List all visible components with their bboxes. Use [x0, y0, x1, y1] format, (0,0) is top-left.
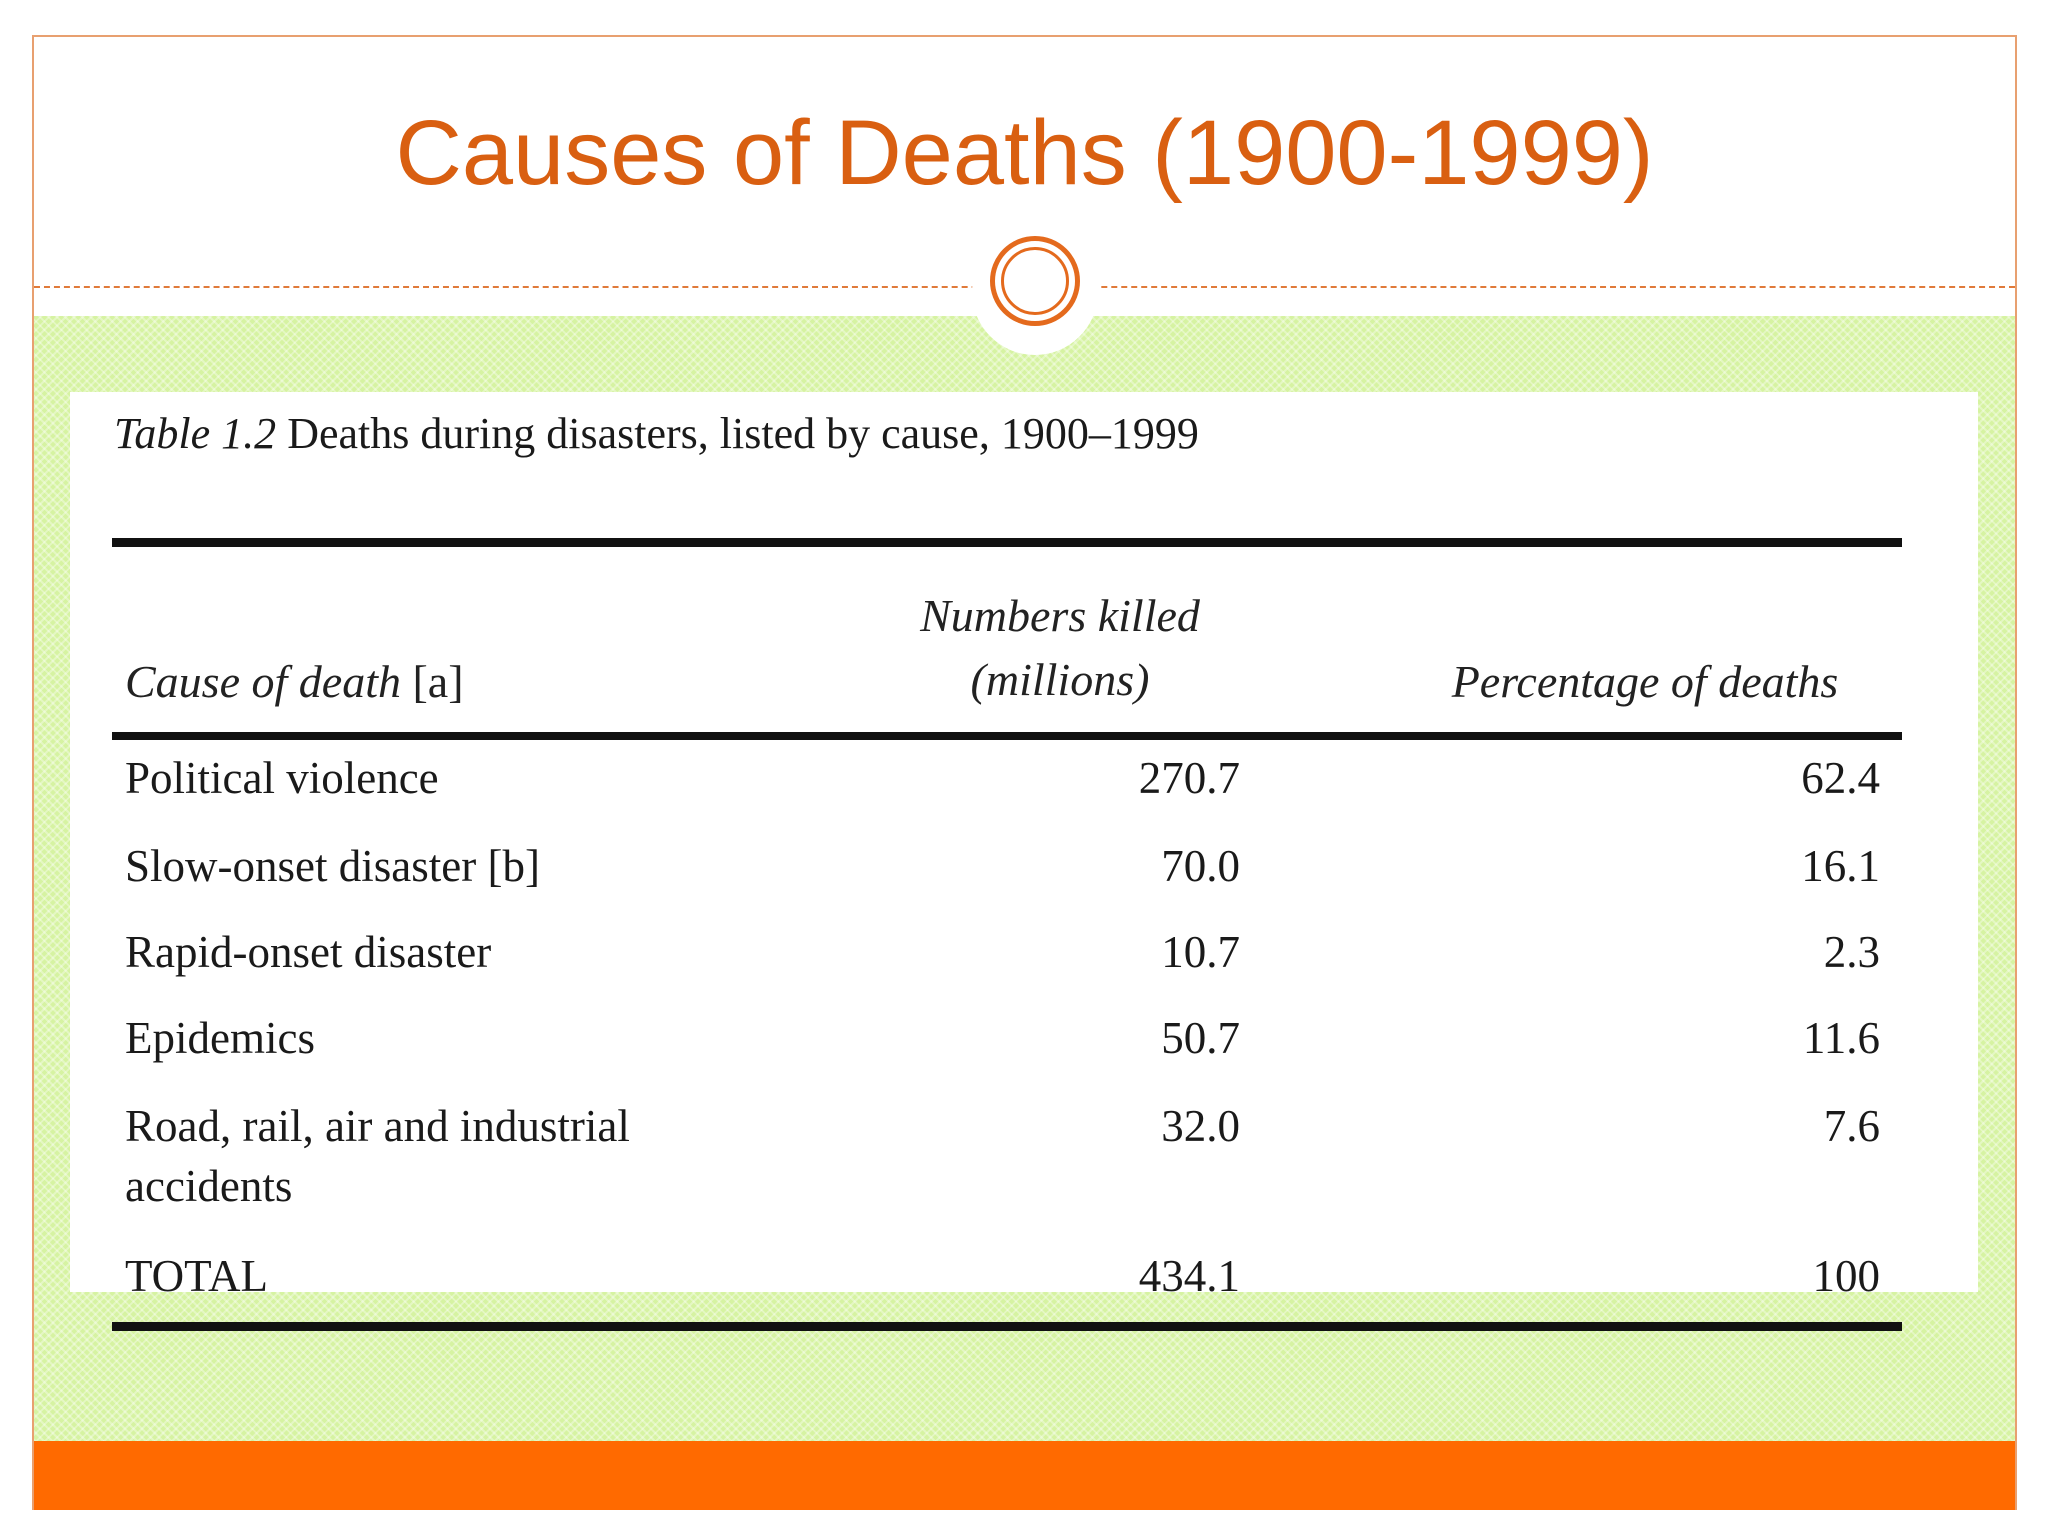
row-cause: Slow-onset disaster [b] — [125, 841, 540, 891]
table-bottom-rule — [112, 1322, 1902, 1331]
header-numbers-line2: (millions) — [970, 654, 1150, 705]
total-percentage: 100 — [1812, 1251, 1880, 1301]
row-percentage: 11.6 — [1802, 1013, 1880, 1063]
row-numbers: 10.7 — [1161, 927, 1240, 977]
row-numbers: 32.0 — [1161, 1101, 1240, 1151]
row-numbers: 270.7 — [1138, 753, 1240, 803]
deaths-table — [70, 392, 1978, 1301]
row-cause: Rapid-onset disaster — [125, 927, 492, 977]
header-cause — [125, 650, 464, 714]
row-percentage: 62.4 — [1801, 753, 1880, 803]
footer-bar — [34, 1441, 2015, 1510]
row-numbers: 70.0 — [1161, 841, 1240, 891]
table-caption — [114, 408, 1199, 459]
slide-title: Causes of Deaths (1900-1999) — [395, 102, 1654, 204]
row-cause: Epidemics — [125, 1013, 315, 1063]
row-cause-line1: Road, rail, air and industrial — [125, 1101, 630, 1151]
header-cause-note: [a] — [400, 656, 464, 707]
row-cause-line2: accidents — [125, 1161, 293, 1211]
row-cause: Political violence — [125, 753, 439, 803]
row-numbers: 50.7 — [1161, 1013, 1240, 1063]
row-percentage: 2.3 — [1823, 927, 1880, 977]
row-percentage: 16.1 — [1801, 841, 1880, 891]
table-caption-text: Deaths during disasters, listed by cause, 1900–1999 — [276, 409, 1199, 458]
slide — [32, 35, 2017, 1510]
circle-ornament-icon — [990, 236, 1080, 326]
header-cause-label: Cause of death — [125, 656, 401, 707]
header-numbers-line1: Numbers killed — [920, 590, 1200, 641]
header-percentage: Percentage of deaths — [1451, 656, 1839, 707]
row-cause — [125, 1096, 745, 1216]
total-label: TOTAL — [125, 1251, 269, 1301]
header-numbers — [860, 584, 1260, 712]
table-caption-label: Table 1.2 — [114, 409, 277, 458]
row-percentage: 7.6 — [1823, 1101, 1880, 1151]
table-header-rule — [112, 732, 1902, 740]
total-numbers: 434.1 — [1138, 1251, 1240, 1301]
table-top-rule — [112, 538, 1902, 547]
